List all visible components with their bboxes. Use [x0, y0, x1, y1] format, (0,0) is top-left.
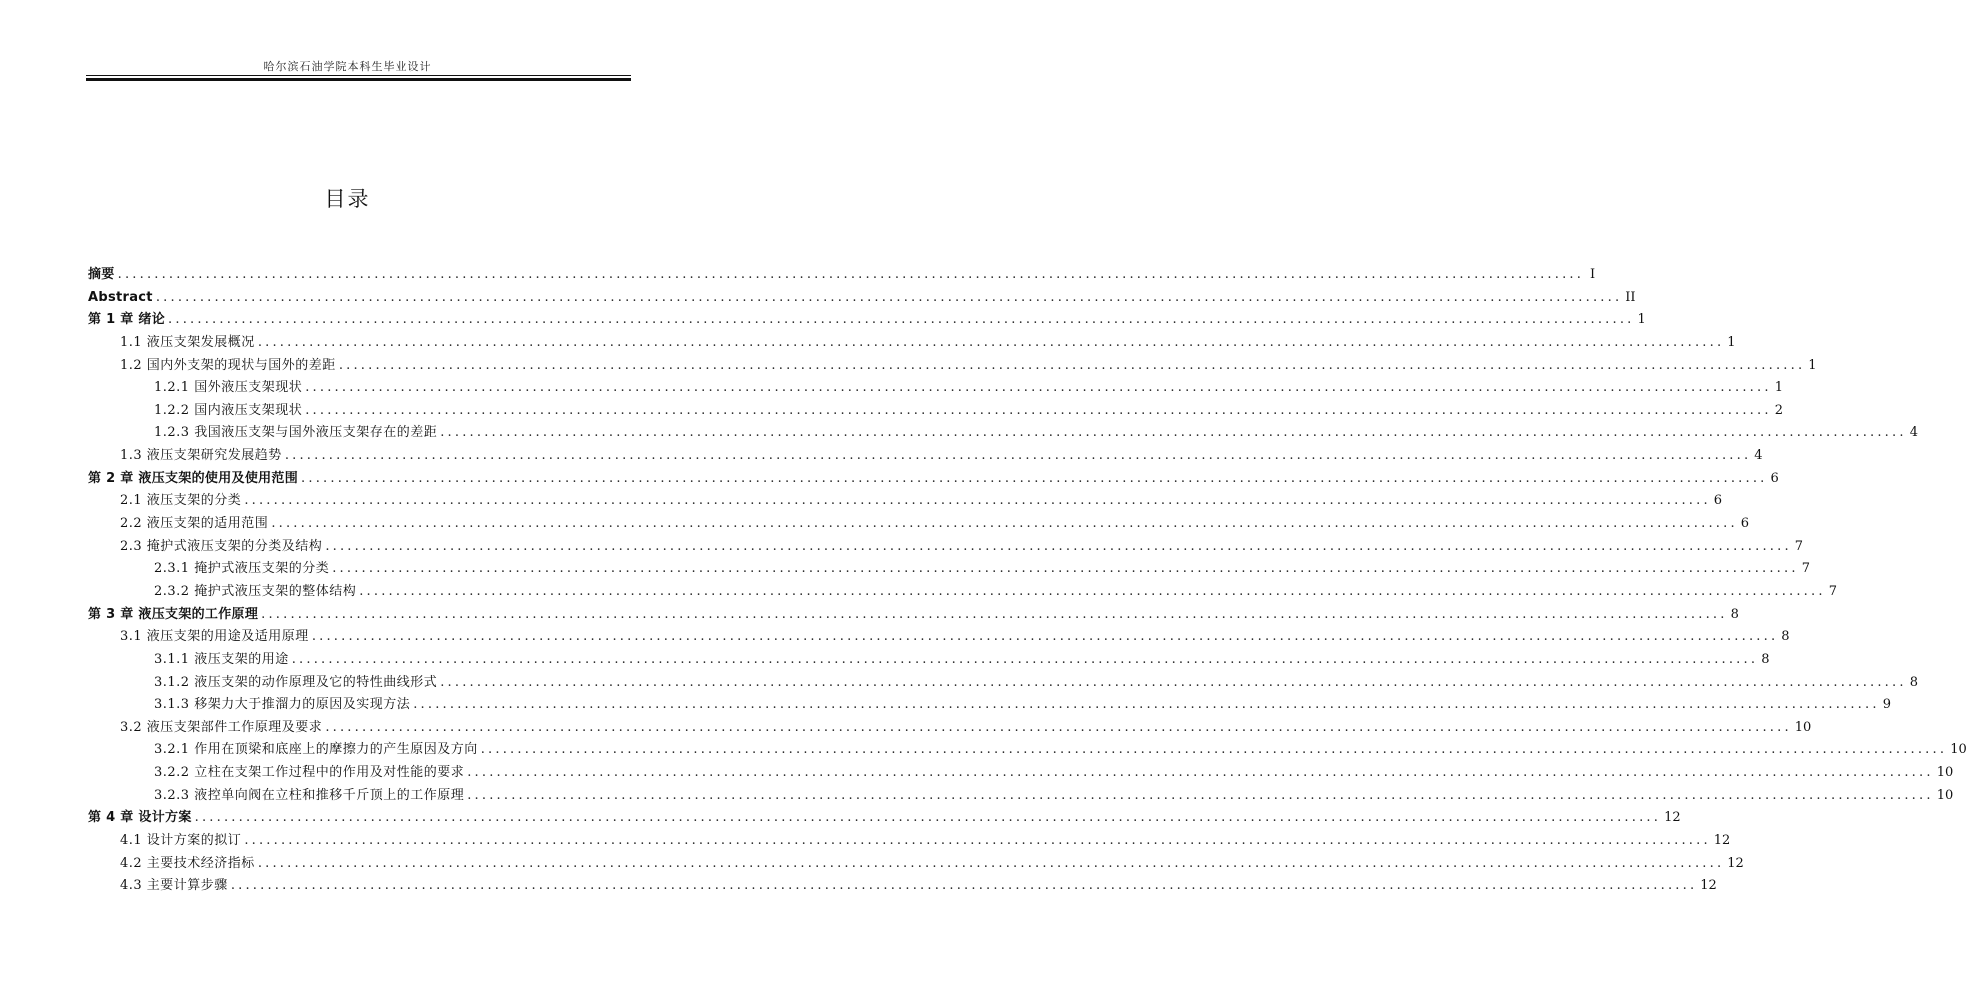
toc-entry-label: 2.3 掩护式液压支架的分类及结构	[120, 538, 323, 554]
toc-leader-dots: ........................................................................................................................................................................................................	[257, 334, 1725, 350]
toc-leader-dots: ........................................................................................................................................................................................................	[311, 629, 1779, 645]
toc-entry-page: 6	[1770, 470, 1779, 486]
toc-leader-dots: ........................................................................................................................................................................................................	[305, 402, 1772, 418]
toc-leader-dots: ........................................................................................................................................................................................................	[305, 380, 1772, 396]
toc-leader-dots: ........................................................................................................................................................................................................	[359, 583, 1826, 599]
toc-entry[interactable]	[88, 445, 1763, 468]
toc-entry-label: 1.3 液压支架研究发展趋势	[120, 448, 282, 464]
toc-entry-page: 8	[1781, 629, 1790, 645]
toc-entry-page: 6	[1713, 493, 1723, 509]
toc-entry-label: 3.1.1 液压支架的用途	[154, 651, 289, 667]
toc-entry[interactable]	[88, 694, 1891, 717]
toc-leader-dots: ........................................................................................................................................................................................................	[271, 516, 1738, 532]
toc-entry-label: 3.2.1 作用在顶梁和底座上的摩擦力的产生原因及方向	[154, 742, 478, 758]
toc-entry-page: 1	[1727, 334, 1736, 350]
toc-entry-page: 1	[1637, 312, 1646, 328]
toc-leader-dots: ........................................................................................................................................................................................................	[244, 493, 1711, 509]
toc-entry-label: 2.3.2 掩护式液压支架的整体结构	[154, 583, 357, 599]
toc-entry-page: 8	[1730, 606, 1739, 622]
toc-entry-label: 1.2.3 我国液压支架与国外液压支架存在的差距	[154, 425, 438, 441]
toc-leader-dots: ........................................................................................................................................................................................................	[261, 606, 1728, 622]
toc-leader-dots: ........................................................................................................................................................................................................	[413, 697, 1880, 713]
toc-leader-dots: ........................................................................................................................................................................................................	[291, 651, 1759, 667]
toc-leader-dots: ........................................................................................................................................................................................................	[117, 267, 1585, 282]
toc-entry-page: 10	[1936, 787, 1954, 803]
toc-entry-label: Abstract	[88, 289, 153, 305]
running-header: 哈尔滨石油学院本科生毕业设计	[263, 60, 432, 73]
header-rule-thin	[86, 75, 631, 76]
toc-entry-label: 2.3.1 掩护式液压支架的分类	[154, 561, 330, 577]
toc-entry-page: 10	[1950, 742, 1967, 758]
toc-entry-page: 7	[1828, 583, 1837, 599]
toc-entry[interactable]	[88, 807, 1681, 830]
toc-entry-page: 12	[1700, 878, 1717, 894]
toc-entry-page: 7	[1801, 561, 1810, 577]
toc-entry-label: 1.2 国内外支架的现状与国外的差距	[120, 357, 336, 373]
toc-entry[interactable]	[88, 490, 1723, 513]
toc-entry-page: 7	[1794, 538, 1804, 554]
toc-leader-dots: ........................................................................................................................................................................................................	[325, 719, 1792, 735]
toc-leader-dots: ........................................................................................................................................................................................................	[230, 878, 1698, 894]
toc-entry-page: 6	[1740, 516, 1750, 532]
toc-entry-label: 4.2 主要技术经济指标	[120, 855, 255, 871]
toc-entry[interactable]	[88, 355, 1817, 378]
toc-leader-dots: ........................................................................................................................................................................................................	[194, 810, 1662, 826]
toc-entry-label: 3.1.2 液压支架的动作原理及它的特性曲线形式	[154, 674, 438, 690]
toc-leader-dots: ........................................................................................................................................................................................................	[480, 742, 1948, 758]
toc-entry[interactable]	[88, 739, 1967, 762]
toc-entry[interactable]	[88, 875, 1717, 898]
toc-leader-dots: ........................................................................................................................................................................................................	[325, 538, 1792, 554]
toc-leader-dots: ........................................................................................................................................................................................................	[244, 833, 1711, 849]
toc-entry-label: 1.2.1 国外液压支架现状	[154, 380, 303, 396]
toc-entry-label: 3.2.2 立柱在支架工作过程中的作用及对性能的要求	[154, 765, 465, 781]
toc-leader-dots: ........................................................................................................................................................................................................	[467, 765, 1934, 781]
toc-entry[interactable]	[88, 830, 1731, 853]
toc-entry-label: 2.1 液压支架的分类	[120, 493, 242, 509]
toc-entry-label: 第 1 章 绪论	[88, 312, 166, 328]
toc-entry-label: 第 4 章 设计方案	[88, 810, 192, 826]
toc-entry-label: 3.1.3 移架力大于推溜力的原因及实现方法	[154, 697, 411, 713]
toc-title: 目录	[324, 187, 371, 211]
toc-entry[interactable]	[88, 468, 1779, 491]
toc-entry-label: 3.2 液压支架部件工作原理及要求	[120, 719, 323, 735]
toc-entry[interactable]	[88, 332, 1736, 355]
toc-entry-page: 1	[1808, 357, 1817, 373]
toc-entry-page: I	[1589, 267, 1596, 282]
toc-leader-dots: ........................................................................................................................................................................................................	[257, 855, 1725, 871]
toc-entry-page: 4	[1754, 448, 1763, 464]
toc-leader-dots: ........................................................................................................................................................................................................	[467, 787, 1934, 803]
toc-entry[interactable]	[88, 264, 1596, 287]
toc-entry-label: 第 2 章 液压支架的使用及使用范围	[88, 470, 299, 486]
toc-entry[interactable]	[88, 513, 1750, 536]
toc-entry-page: 8	[1761, 651, 1770, 667]
toc-entry-label: 1.2.2 国内液压支架现状	[154, 402, 303, 418]
toc-entry[interactable]	[88, 762, 1954, 785]
toc-entry[interactable]	[88, 785, 1954, 808]
toc-entry[interactable]	[88, 649, 1770, 672]
toc-entry-page: II	[1625, 289, 1636, 305]
toc-leader-dots: ........................................................................................................................................................................................................	[155, 289, 1623, 305]
toc-entry-page: 9	[1882, 697, 1891, 713]
toc-entry[interactable]	[88, 536, 1804, 559]
toc-entry[interactable]	[88, 853, 1744, 876]
toc-entry-label: 4.1 设计方案的拟订	[120, 833, 242, 849]
toc-entry[interactable]	[88, 377, 1783, 400]
toc-entry[interactable]	[88, 626, 1790, 649]
toc-entry[interactable]	[88, 287, 1636, 310]
toc-leader-dots: ........................................................................................................................................................................................................	[440, 674, 1907, 690]
toc-entry-label: 3.1 液压支架的用途及适用原理	[120, 629, 309, 645]
toc-leader-dots: ........................................................................................................................................................................................................	[168, 312, 1635, 328]
header-rule-thick	[86, 78, 631, 81]
toc-leader-dots: ........................................................................................................................................................................................................	[338, 357, 1806, 373]
table-of-contents	[88, 264, 1967, 898]
toc-entry-page: 10	[1794, 719, 1812, 735]
toc-entry-page: 1	[1774, 380, 1783, 396]
toc-entry-label: 第 3 章 液压支架的工作原理	[88, 606, 259, 622]
toc-entry-page: 12	[1727, 855, 1744, 871]
toc-entry[interactable]	[88, 581, 1837, 604]
toc-entry-label: 2.2 液压支架的适用范围	[120, 516, 269, 532]
toc-entry-page: 4	[1909, 425, 1918, 441]
toc-entry[interactable]	[88, 422, 1918, 445]
toc-entry-page: 12	[1664, 810, 1681, 826]
toc-entry-page: 2	[1774, 402, 1783, 418]
toc-entry-label: 摘要	[88, 267, 115, 282]
toc-entry[interactable]	[88, 604, 1739, 627]
toc-entry-page: 10	[1936, 765, 1954, 781]
toc-entry[interactable]	[88, 672, 1918, 695]
toc-entry[interactable]	[88, 400, 1783, 423]
toc-leader-dots: ........................................................................................................................................................................................................	[301, 470, 1768, 486]
toc-leader-dots: ........................................................................................................................................................................................................	[332, 561, 1799, 577]
toc-entry-label: 1.1 液压支架发展概况	[120, 334, 255, 350]
toc-entry-label: 4.3 主要计算步骤	[120, 878, 228, 894]
toc-entry[interactable]	[88, 309, 1646, 332]
toc-leader-dots: ........................................................................................................................................................................................................	[284, 448, 1752, 464]
toc-entry-page: 8	[1909, 674, 1918, 690]
toc-leader-dots: ........................................................................................................................................................................................................	[440, 425, 1907, 441]
toc-entry[interactable]	[88, 717, 1812, 740]
toc-entry-label: 3.2.3 液控单向阀在立柱和推移千斤顶上的工作原理	[154, 787, 465, 803]
toc-entry[interactable]	[88, 558, 1810, 581]
toc-entry-page: 12	[1713, 833, 1731, 849]
